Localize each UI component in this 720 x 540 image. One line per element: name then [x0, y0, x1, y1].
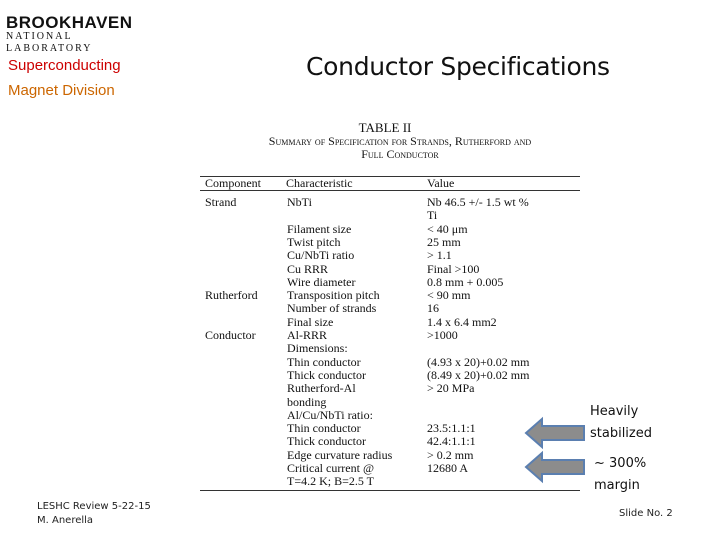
- cell-characteristic: Al-RRR: [287, 328, 328, 342]
- footer-author: M. Anerella: [37, 515, 94, 526]
- cell-characteristic: Thick conductor: [287, 367, 366, 382]
- brookhaven-logo: [6, 13, 158, 54]
- cell-characteristic: NbTi: [287, 195, 312, 209]
- division-line1: Superconducting: [8, 57, 121, 74]
- logo-wordmark: BROOKHAVEN: [6, 13, 133, 32]
- cell-component: Rutherford: [205, 288, 258, 303]
- cell-value: > 0.2 mm: [427, 447, 474, 462]
- cell-characteristic: Transposition pitch: [287, 288, 380, 303]
- cell-characteristic: Dimensions:: [287, 341, 348, 356]
- cell-characteristic: Thick conductor: [287, 434, 366, 449]
- cell-characteristic: Filament size: [287, 221, 352, 236]
- cell-characteristic: T=4.2 K; B=2.5 T: [287, 474, 374, 489]
- slide-number: Slide No. 2: [619, 508, 673, 519]
- cell-value: > 1.1: [427, 248, 452, 263]
- table-bottom-rule: [200, 490, 580, 491]
- cell-value: 1.4 x 6.4 mm2: [427, 314, 497, 329]
- cell-value: (4.93 x 20)+0.02 mm: [427, 354, 530, 369]
- table-subtitle-1: Summary of Specification for Strands, Rutherford and: [268, 134, 532, 148]
- table-title: TABLE II: [358, 120, 412, 135]
- division-line2: Magnet Division: [8, 82, 115, 99]
- cell-value: 16: [427, 301, 439, 316]
- header-characteristic: Characteristic: [286, 176, 353, 190]
- cell-characteristic: Final size: [287, 314, 334, 329]
- header-component: Component: [205, 176, 261, 190]
- header-value: Value: [427, 176, 455, 190]
- note2-line1: ~ 300%: [594, 456, 647, 471]
- cell-characteristic: Al/Cu/NbTi ratio:: [287, 407, 373, 422]
- cell-value: 12680 A: [427, 461, 469, 475]
- cell-value: 0.8 mm + 0.005: [427, 274, 504, 289]
- cell-value: 25 mm: [427, 234, 461, 249]
- cell-value: < 40 μm: [427, 221, 468, 236]
- table-subtitle-2: Full Conductor: [361, 147, 439, 161]
- cell-value: (8.49 x 20)+0.02 mm: [427, 367, 530, 382]
- footer-event: LESHC Review 5-22-15: [37, 501, 151, 512]
- footer-left: [37, 500, 151, 528]
- cell-component: Strand: [205, 195, 237, 209]
- cell-value: 23.5:1.1:1: [427, 421, 476, 436]
- table-title-block: [200, 121, 600, 161]
- note-heavily-stabilized: [590, 401, 652, 445]
- cell-value: Ti: [427, 208, 438, 223]
- cell-characteristic: Wire diameter: [287, 274, 356, 289]
- cell-characteristic: bonding: [287, 394, 327, 409]
- cell-value: >1000: [427, 328, 458, 342]
- cell-value: Final >100: [427, 261, 480, 276]
- logo-subtitle: NATIONAL LABORATORY: [6, 31, 93, 54]
- cell-value: 42.4:1.1:1: [427, 434, 476, 449]
- cell-value: > 20 MPa: [427, 381, 475, 396]
- note1-line2: stabilized: [590, 426, 652, 441]
- cell-value: Nb 46.5 +/- 1.5 wt %: [427, 195, 529, 209]
- division-label: [8, 53, 121, 103]
- cell-characteristic: Twist pitch: [287, 234, 341, 249]
- cell-characteristic: Thin conductor: [287, 354, 361, 369]
- arrow-left-icon-2: [524, 450, 586, 484]
- arrow-left-icon-1: [524, 416, 586, 450]
- cell-value: < 90 mm: [427, 288, 471, 303]
- note1-line1: Heavily: [590, 404, 639, 419]
- note2-line2: margin: [594, 478, 640, 493]
- slide-title: Conductor Specifications: [306, 52, 610, 81]
- note-margin: [594, 453, 646, 497]
- cell-characteristic: Cu/NbTi ratio: [287, 248, 355, 263]
- cell-component: Conductor: [205, 328, 256, 342]
- cell-characteristic: Number of strands: [287, 301, 377, 316]
- cell-characteristic: Edge curvature radius: [287, 447, 393, 462]
- cell-characteristic: Rutherford-Al: [287, 381, 356, 396]
- cell-characteristic: Cu RRR: [287, 261, 329, 276]
- cell-characteristic: Critical current @: [287, 461, 375, 475]
- cell-characteristic: Thin conductor: [287, 421, 361, 436]
